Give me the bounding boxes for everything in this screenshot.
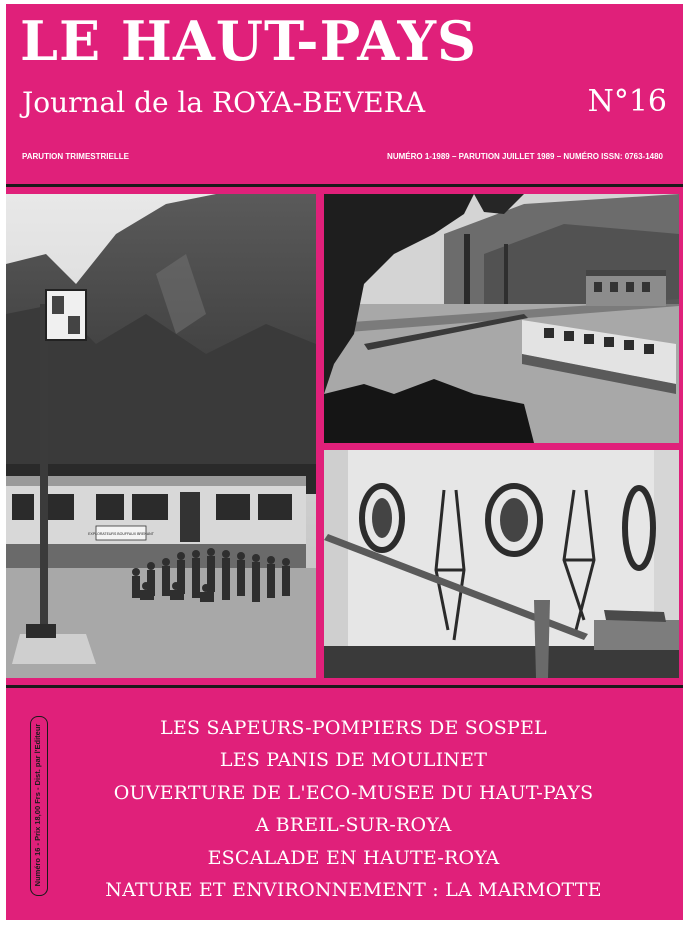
headline: A BREIL-SUR-ROYA: [255, 814, 452, 837]
headline: LES SAPEURS-POMPIERS DE SOSPEL: [160, 717, 547, 739]
railcar-sign: EXPLORATEURS BOUFFAUX BRENANT: [88, 532, 154, 536]
frequency-label: PARUTION TRIMESTRIELLE: [22, 152, 129, 161]
headline: LES PANIS DE MOULINET: [219, 749, 488, 772]
issue-number: N°16: [587, 84, 667, 119]
magazine-cover: [6, 4, 683, 920]
photo-harness-museum: [324, 450, 679, 678]
headline: ESCALADE EN HAUTE-ROYA: [207, 846, 500, 869]
headline-list: [46, 712, 661, 906]
magazine-subtitle: Journal de la ROYA-BEVERA: [22, 86, 426, 119]
price-label: Numéro 16 - Prix 18,00 Frs - Dist. par l'Editeur: [33, 723, 42, 887]
photo-railway-station: [324, 194, 679, 443]
footer-divider: [6, 685, 683, 688]
header-divider: [6, 184, 683, 187]
publication-info: NUMÉRO 1-1989 – PARUTION JUILLET 1989 – NUMÉRO ISSN: 0763-1480: [387, 152, 663, 161]
photo-railcar-group: [6, 194, 316, 678]
magazine-title: LE HAUT-PAYS: [20, 9, 478, 73]
headline: NATURE ET ENVIRONNEMENT : LA MARMOTTE: [105, 879, 602, 902]
headline: OUVERTURE DE L'ECO-MUSEE DU HAUT-PAYS: [113, 781, 594, 804]
